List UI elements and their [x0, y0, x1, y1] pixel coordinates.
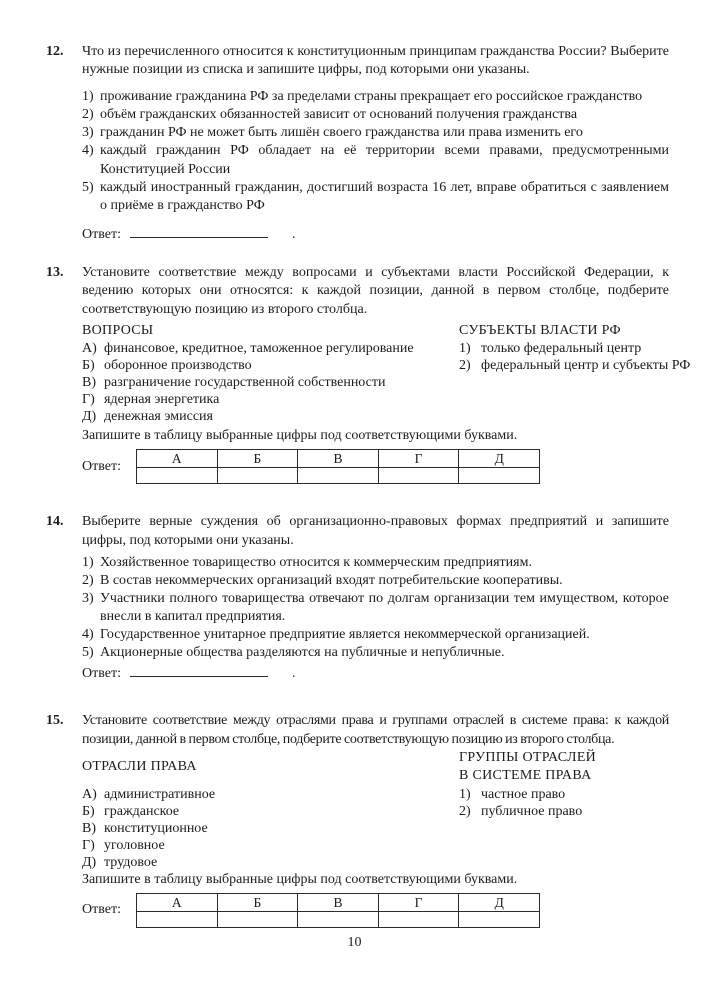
option-item — [82, 106, 669, 124]
item-text: денежная эмиссия — [104, 409, 213, 425]
match-item — [82, 837, 459, 854]
item-marker: А) — [82, 786, 97, 802]
match-columns — [82, 340, 691, 425]
option-item — [82, 179, 669, 216]
option-item — [82, 88, 669, 106]
page-number: 10 — [347, 935, 362, 950]
header-cell: В — [297, 894, 378, 911]
item-text: оборонное производство — [104, 358, 252, 374]
item-marker: В) — [82, 820, 96, 836]
header-cell: А — [171, 451, 182, 467]
question-number: 14. — [46, 514, 64, 530]
item-marker: 1) — [459, 786, 471, 802]
answer-table-row — [82, 449, 669, 484]
left-column-header: ВОПРОСЫ — [82, 322, 154, 338]
left-column-items — [82, 340, 459, 425]
item-text: только федеральный центр — [481, 341, 642, 357]
item-text: трудовое — [104, 854, 158, 870]
item-text: уголовное — [104, 837, 165, 853]
option-marker: 3) — [82, 591, 94, 607]
answer-table — [136, 449, 540, 484]
item-text: частное право — [481, 786, 566, 802]
option-text: объём гражданских обязанностей зависит от оснований получения гражданства — [100, 106, 578, 122]
question-14 — [46, 513, 669, 683]
item-marker: Б) — [82, 803, 95, 819]
question-text: Установите соответствие между вопросами и субъектами власти Российской Федерации, к ведению которых они относятся: к каждой позиции, данной в первом столбце, подберите соответствующую позицию из второго столбца. — [82, 264, 669, 317]
item-text: федеральный центр и субъекты РФ — [481, 358, 691, 374]
option-item — [82, 124, 669, 142]
answer-cell — [458, 468, 539, 483]
answer-table-header-row — [137, 450, 539, 468]
answer-blank-line — [130, 664, 268, 677]
match-item — [82, 374, 459, 391]
header-cell: Д — [458, 450, 539, 467]
answer-cell — [297, 912, 378, 927]
option-text: проживание гражданина РФ за пределами страны прекращает его российское гражданство — [100, 88, 643, 104]
option-item — [82, 644, 669, 662]
answer-label: Ответ: — [82, 226, 121, 242]
match-item — [459, 786, 669, 803]
right-header-line: В СИСТЕМЕ ПРАВА — [459, 768, 592, 784]
answer-row — [82, 225, 669, 244]
option-marker: 4) — [82, 627, 94, 643]
options-list — [82, 88, 669, 216]
match-item — [82, 340, 459, 357]
item-marker: 1) — [459, 341, 471, 357]
question-text: Что из перечисленного относится к конституционным принципам гражданства России? Выберите нужные позиции из списка и запишите цифры, под которыми они указаны. — [82, 44, 669, 78]
option-marker: 3) — [82, 125, 94, 141]
option-item — [82, 626, 669, 644]
match-headers — [82, 322, 669, 340]
answer-cell — [137, 912, 217, 927]
match-item — [459, 803, 669, 820]
match-item — [82, 786, 459, 803]
answer-table-header-row — [137, 894, 539, 912]
match-item — [82, 820, 459, 837]
question-12 — [46, 43, 669, 244]
match-item — [82, 391, 459, 408]
header-cell: А — [171, 894, 182, 910]
answer-table-row — [82, 893, 669, 928]
question-text: Установите соответствие между отраслями права и группами отраслей в системе права: к каждой позиции, данной в первом столбце, подберите соответствующую позицию из второго столбца. — [82, 713, 669, 747]
match-columns — [82, 786, 669, 871]
answer-cell — [217, 912, 298, 927]
option-item — [82, 590, 669, 626]
option-marker: 5) — [82, 180, 94, 196]
match-headers — [82, 749, 669, 786]
item-marker: 2) — [459, 803, 471, 819]
match-item — [82, 408, 459, 425]
option-marker: 5) — [82, 645, 94, 661]
match-item — [82, 357, 459, 374]
match-item — [459, 357, 691, 374]
item-marker: В) — [82, 375, 96, 391]
question-13 — [46, 264, 691, 484]
item-marker: 2) — [459, 358, 471, 374]
option-marker: 4) — [82, 143, 94, 159]
option-text: В состав некоммерческих организаций входят потребительские кооперативы. — [100, 573, 563, 589]
option-text: каждый иностранный гражданин, достигший возраста 16 лет, вправе обратиться с заявлением о приёме в гражданство РФ — [100, 180, 669, 214]
left-column-header: ОТРАСЛИ ПРАВА — [82, 759, 197, 775]
option-text: гражданин РФ не может быть лишён своего гражданства или права изменить его — [100, 125, 583, 141]
question-text: Выберите верные суждения об организационно-правовых формах предприятий и запишите цифры, под которыми они указаны. — [82, 514, 669, 548]
options-list — [82, 554, 669, 662]
answer-period: . — [292, 666, 296, 682]
item-text: гражданское — [104, 803, 180, 819]
item-text: административное — [104, 786, 216, 802]
option-text: Хозяйственное товарищество относится к коммерческим предприятиям. — [100, 555, 532, 571]
header-cell: Б — [217, 894, 298, 911]
question-number: 12. — [46, 44, 64, 59]
answer-cell — [137, 468, 217, 483]
option-text: Участники полного товарищества отвечают по долгам организации тем имуществом, которое внесли в капитал предприятия. — [100, 591, 669, 625]
item-marker: Д) — [82, 854, 97, 870]
answer-table-blank-row — [137, 912, 539, 927]
item-marker: Г) — [82, 837, 95, 853]
question-15 — [46, 712, 669, 927]
header-cell: В — [297, 450, 378, 467]
header-cell: Г — [378, 450, 459, 467]
answer-blank-line — [130, 225, 268, 238]
right-column-items — [459, 786, 669, 871]
right-header-line: ГРУППЫ ОТРАСЛЕЙ — [459, 749, 597, 765]
answer-table-blank-row — [137, 468, 539, 483]
question-number: 13. — [46, 264, 64, 280]
right-column-items — [459, 340, 691, 425]
answer-table — [136, 893, 540, 928]
fill-instruction: Запишите в таблицу выбранные цифры под соответствующими буквами. — [82, 428, 518, 444]
item-text: конституционное — [104, 820, 208, 836]
option-item — [82, 554, 669, 572]
item-marker: Г) — [82, 392, 95, 408]
fill-instruction: Запишите в таблицу выбранные цифры под соответствующими буквами. — [82, 871, 518, 887]
match-item — [82, 803, 459, 820]
item-text: ядерная энергетика — [104, 392, 220, 408]
answer-label: Ответ: — [82, 458, 121, 474]
question-number: 15. — [46, 713, 64, 729]
option-marker: 2) — [82, 573, 94, 589]
item-marker: Б) — [82, 358, 95, 374]
left-column-items — [82, 786, 459, 871]
option-marker: 1) — [82, 88, 94, 104]
item-marker: Д) — [82, 409, 97, 425]
match-item — [459, 340, 669, 357]
answer-cell — [458, 912, 539, 927]
item-text: публичное право — [481, 803, 583, 819]
answer-period: . — [292, 226, 296, 242]
header-cell: Б — [217, 450, 298, 467]
answer-cell — [217, 468, 298, 483]
option-text: Акционерные общества разделяются на публичные и непубличные. — [100, 645, 505, 661]
item-text: финансовое, кредитное, таможенное регулирование — [104, 341, 414, 357]
option-marker: 2) — [82, 106, 94, 122]
header-cell: Д — [458, 894, 539, 911]
answer-cell — [378, 468, 459, 483]
option-text: каждый гражданин РФ обладает на её территории всеми правами, предусмотренными Конституцией России — [100, 143, 669, 177]
answer-label: Ответ: — [82, 666, 121, 682]
right-column-header — [459, 749, 669, 786]
option-marker: 1) — [82, 555, 94, 571]
option-item — [82, 142, 669, 179]
option-item — [82, 572, 669, 590]
answer-cell — [297, 468, 378, 483]
answer-cell — [378, 912, 459, 927]
option-text: Государственное унитарное предприятие является некоммерческой организацией. — [100, 627, 590, 643]
answer-label: Ответ: — [82, 902, 121, 918]
header-cell: Г — [378, 894, 459, 911]
match-item — [82, 854, 459, 871]
right-column-header: СУБЪЕКТЫ ВЛАСТИ РФ — [459, 322, 621, 338]
item-text: разграничение государственной собственности — [104, 375, 386, 391]
item-marker: А) — [82, 341, 97, 357]
answer-row — [82, 664, 669, 683]
